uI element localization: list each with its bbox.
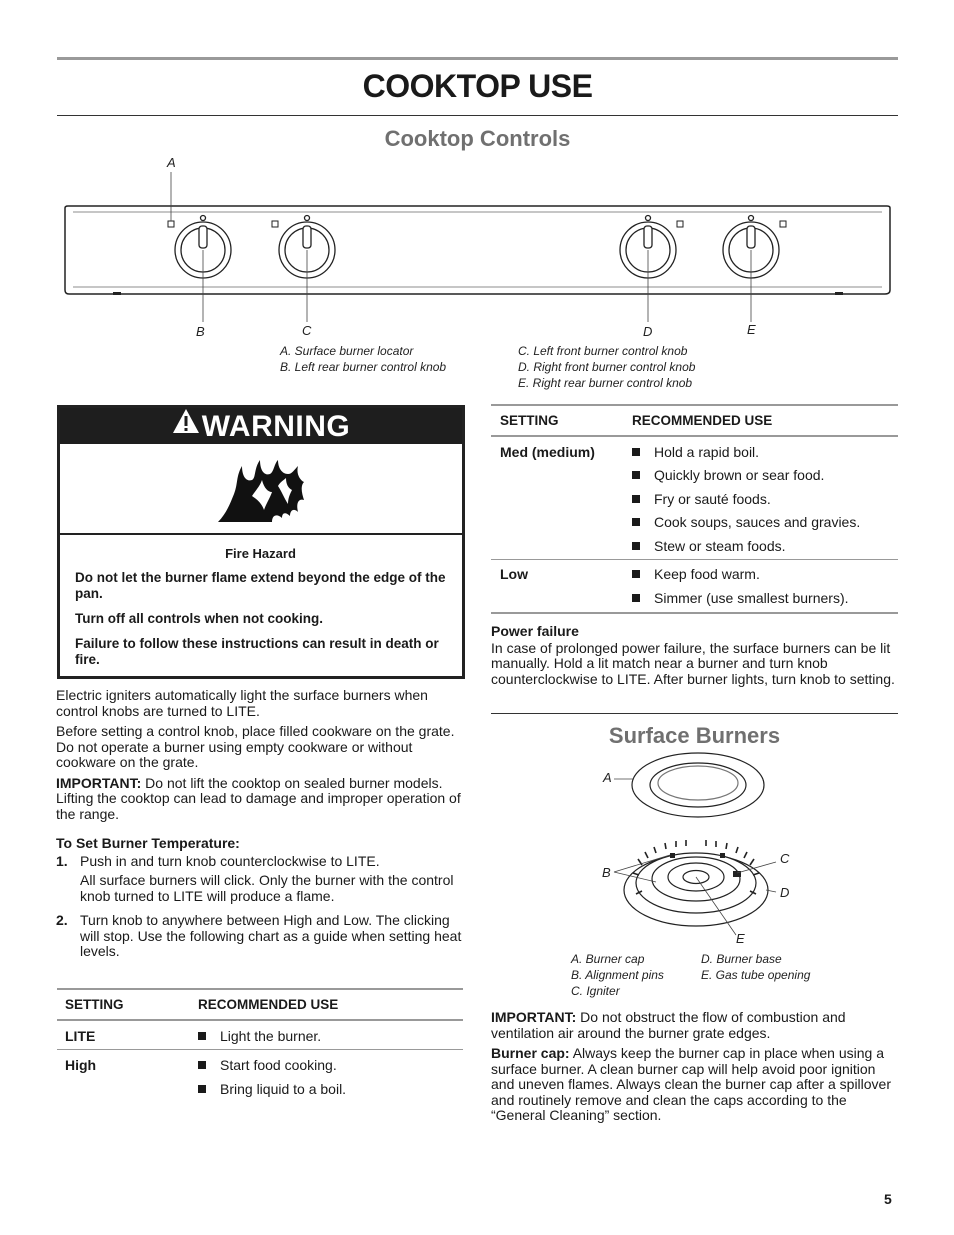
top-rule: [57, 57, 898, 60]
controls-captions-right: C. Left front burner control knob D. Right front burner control knob E. Right rear burner control knob: [518, 344, 696, 390]
label-d: D: [643, 324, 653, 339]
set-temp-heading: To Set Burner Temperature:: [56, 835, 240, 851]
title-rule: [57, 115, 898, 116]
table-row: Low Keep food warm. Simmer (use smallest burners).: [491, 560, 898, 614]
hazard-title: Fire Hazard: [225, 546, 296, 561]
burner-captions-left: A. Burner cap B. Alignment pins C. Igniter: [571, 952, 664, 998]
surface-burners-rule: [491, 713, 898, 714]
controls-captions-left: A. Surface burner locator B. Left rear burner control knob: [280, 344, 447, 374]
igniter-paragraph: Electric igniters automatically light the surface burners when control knobs are turned to LITE.: [56, 687, 428, 719]
cookware-paragraph: Before setting a control knob, place filled cookware on the grate. Do not operate a burner using empty cookware or without cookware on the grate.: [56, 723, 455, 770]
important-airflow-paragraph: IMPORTANT: Do not obstruct the flow of combustion and ventilation air around the burner grate edges.: [491, 1009, 846, 1041]
left-body: [56, 688, 464, 960]
table-row: LITE Light the burner.: [57, 1021, 463, 1050]
table-header: SETTING RECOMMENDED USE: [57, 990, 463, 1021]
cooktop-controls-heading: Cooktop Controls: [384, 126, 571, 151]
surface-burners-heading: Surface Burners: [608, 723, 781, 748]
label-b: B: [196, 324, 205, 339]
warning-banner: WARNING: [60, 408, 462, 444]
warning-triangle-icon: [172, 406, 200, 444]
label-a: A: [167, 155, 176, 170]
step-1: 1. Push in and turn knob counterclockwise to LITE. All surface burners will click. Only the burner with the control knob turned to LITE will produce a flame.: [56, 852, 454, 904]
burner-captions-right: D. Burner base E. Gas tube opening: [701, 952, 811, 982]
warning-text: Fire Hazard Do not let the burner flame extend beyond the edge of the pan. Turn off all controls when not cooking. Failure to follow these instructions can result in death or fire.: [75, 546, 446, 667]
burner-text: [491, 1010, 899, 1124]
burner-label-c: C: [780, 851, 790, 866]
burner-label-d: D: [780, 885, 790, 900]
burner-locator-icons: [168, 221, 786, 227]
table-row: Med (medium) Hold a rapid boil. Quickly brown or sear food. Fry or sauté foods. Cook soups, sauces and gravies. Stew or steam foods.: [491, 437, 898, 560]
table-row: High Start food cooking. Bring liquid to a boil.: [65, 1057, 347, 1097]
settings-table-left: [57, 988, 463, 1106]
important-paragraph: IMPORTANT: Do not lift the cooktop on sealed burner models. Lifting the cooktop can lead to damage and improper operation of the range.: [56, 774, 461, 822]
table-header: SETTING RECOMMENDED USE: [491, 406, 898, 437]
power-failure-section: Power failure In case of prolonged power failure, the surface burners can be lit manually. Hold a lit match near a burner and turn knob counterclockwise to LITE. After burner lights, turn knob to setting.: [491, 624, 899, 687]
burner-label-a: A: [603, 770, 612, 785]
burner-label-e: E: [736, 931, 745, 946]
fire-icon: [212, 456, 308, 524]
cooktop-controls-diagram: [55, 152, 900, 342]
step-2: 2. Turn knob to anywhere between High and Low. The clicking will stop. Use the following chart as a guide when setting heat levels.: [56, 912, 462, 959]
label-c: C: [302, 323, 312, 338]
label-e: E: [747, 322, 756, 337]
warning-box: [57, 405, 465, 679]
burner-label-b: B: [602, 865, 611, 880]
burner-diagram: [590, 745, 800, 945]
power-failure-heading: Power failure: [491, 623, 579, 639]
burner-base-drawing: [624, 853, 768, 926]
warning-icon-area: [60, 444, 462, 535]
page-title: COOKTOP USE: [362, 68, 593, 104]
page-number: 5: [884, 1191, 892, 1207]
burner-cap-paragraph: Burner cap: Always keep the burner cap in place when using a surface burner. A clean burner cap will help avoid poor ignition and uneven flames. Always clean the burner cap after a spillover and routinely remove and clean the caps according to the “General Cleaning” section.: [491, 1045, 892, 1123]
settings-table-right: [491, 404, 898, 614]
burner-cap-drawing: [632, 753, 764, 817]
